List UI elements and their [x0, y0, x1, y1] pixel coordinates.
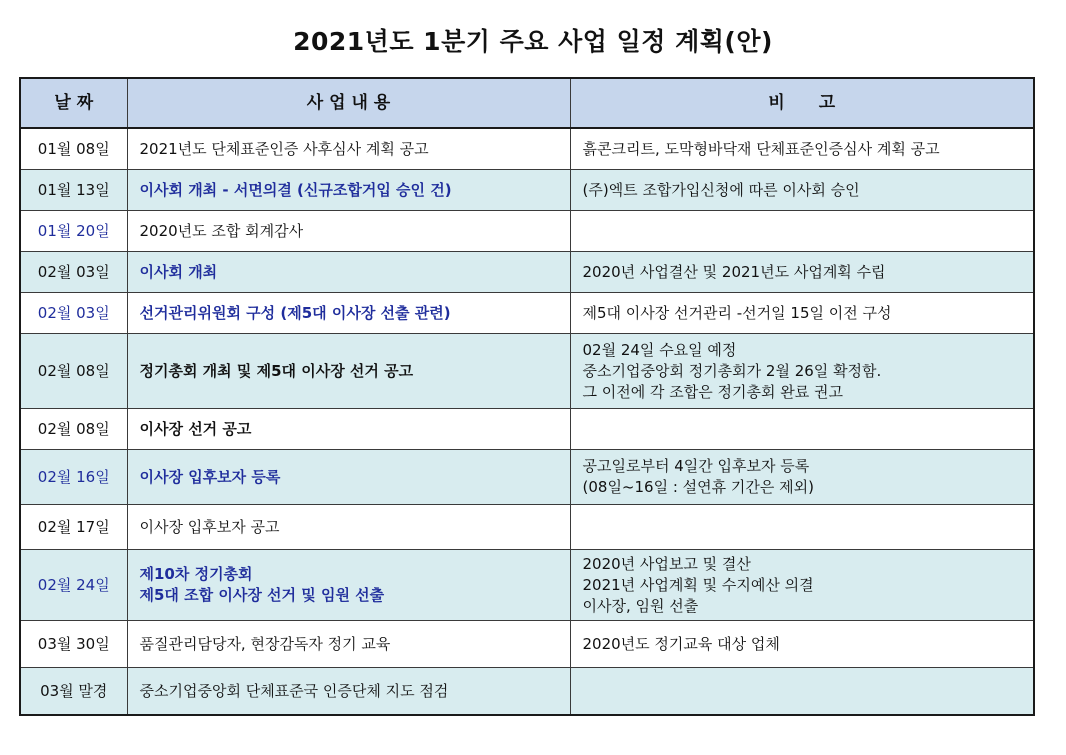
row-content [127, 409, 570, 450]
content-line: 이사회 개최 [139, 262, 218, 281]
note-line: 2020년 사업보고 및 결산 [582, 554, 751, 573]
row-content [127, 668, 570, 716]
note-line: 제5대 이사장 선거관리 -선거일 15일 이전 구성 [582, 303, 892, 322]
row-content [127, 170, 570, 211]
row-note [570, 211, 1034, 252]
content-line: 2021년도 단체표준인증 사후심사 계획 공고 [139, 139, 429, 158]
header-content: 사 업 내 용 [127, 78, 570, 128]
content-line: 제10차 정기총회 [139, 565, 253, 583]
content-line: 중소기업중앙회 단체표준국 인증단체 지도 점검 [139, 681, 449, 700]
row-date: 02월 08일 [20, 409, 127, 450]
content-line: 이사장 입후보자 공고 [139, 517, 280, 536]
row-date: 02월 17일 [20, 505, 127, 550]
row-note [570, 409, 1034, 450]
table-row [20, 409, 1034, 450]
table-row [20, 252, 1034, 293]
row-date: 02월 08일 [20, 334, 127, 409]
note-line: (08일~16일 : 설연휴 기간은 제외) [582, 478, 814, 496]
table-row [20, 170, 1034, 211]
row-note [570, 621, 1034, 668]
row-note [570, 252, 1034, 293]
row-date: 02월 16일 [20, 450, 127, 505]
row-date: 02월 03일 [20, 252, 127, 293]
table-row [20, 128, 1034, 170]
row-content [127, 450, 570, 505]
header-note: 비 고 [570, 78, 1034, 128]
note-line: 2020년 사업결산 및 2021년도 사업계획 수립 [582, 262, 886, 281]
row-note [570, 668, 1034, 716]
row-note [570, 170, 1034, 211]
table-row [20, 550, 1034, 621]
table-row [20, 505, 1034, 550]
row-content [127, 505, 570, 550]
row-content [127, 550, 570, 621]
row-date: 01월 08일 [20, 128, 127, 170]
content-line: 품질관리담당자, 현장감독자 정기 교육 [139, 634, 391, 653]
content-line: 이사회 개최 - 서면의결 (신규조합거입 승인 건) [139, 180, 452, 199]
table-row [20, 334, 1034, 409]
header-date: 날 짜 [20, 78, 127, 128]
content-line: 이사장 선거 공고 [139, 419, 252, 438]
row-note [570, 293, 1034, 334]
row-date: 02월 24일 [20, 550, 127, 621]
row-date: 01월 13일 [20, 170, 127, 211]
table-header-row [20, 78, 1034, 128]
row-note [570, 450, 1034, 505]
note-line: 그 이전에 각 조합은 정기총회 완료 권고 [582, 382, 843, 401]
content-line: 2020년도 조합 회계감사 [139, 221, 304, 240]
note-line: 02월 24일 수요일 예정 [582, 340, 737, 359]
note-line: 2021년 사업계획 및 수지예산 의결 [582, 575, 814, 594]
row-content [127, 211, 570, 252]
page-title: 2021년도 1분기 주요 사업 일정 계획(안) [293, 27, 773, 56]
row-note [570, 505, 1034, 550]
row-content [127, 334, 570, 409]
row-date: 03월 30일 [20, 621, 127, 668]
row-content [127, 621, 570, 668]
table-row [20, 450, 1034, 505]
content-line: 제5대 조합 이사장 선거 및 임원 선출 [139, 586, 385, 604]
row-note [570, 334, 1034, 409]
row-content [127, 252, 570, 293]
row-content [127, 128, 570, 170]
row-content [127, 293, 570, 334]
content-line: 이사장 입후보자 등록 [139, 467, 281, 486]
row-date: 03월 말경 [20, 668, 127, 716]
note-line: 흙콘크리트, 도막형바닥재 단체표준인증심사 계획 공고 [582, 139, 940, 158]
content-line: 정기총회 개최 및 제5대 이사장 선거 공고 [139, 361, 414, 380]
table-row [20, 668, 1034, 716]
schedule-table [19, 77, 1035, 716]
note-line: 이사장, 임원 선출 [582, 596, 699, 615]
note-line: (주)엑트 조합가입신청에 따른 이사회 승인 [582, 180, 860, 199]
note-line: 2020년도 정기교육 대상 업체 [582, 634, 780, 653]
table-row [20, 621, 1034, 668]
row-note [570, 550, 1034, 621]
note-line: 중소기업중앙회 정기총회가 2월 26일 확정함. [582, 361, 882, 380]
note-line: 공고일로부터 4일간 입후보자 등록 [582, 457, 810, 475]
content-line: 선거관리위원회 구성 (제5대 이사장 선출 관련) [139, 303, 451, 322]
row-date: 01월 20일 [20, 211, 127, 252]
table-row [20, 293, 1034, 334]
table-row [20, 211, 1034, 252]
row-note [570, 128, 1034, 170]
row-date: 02월 03일 [20, 293, 127, 334]
